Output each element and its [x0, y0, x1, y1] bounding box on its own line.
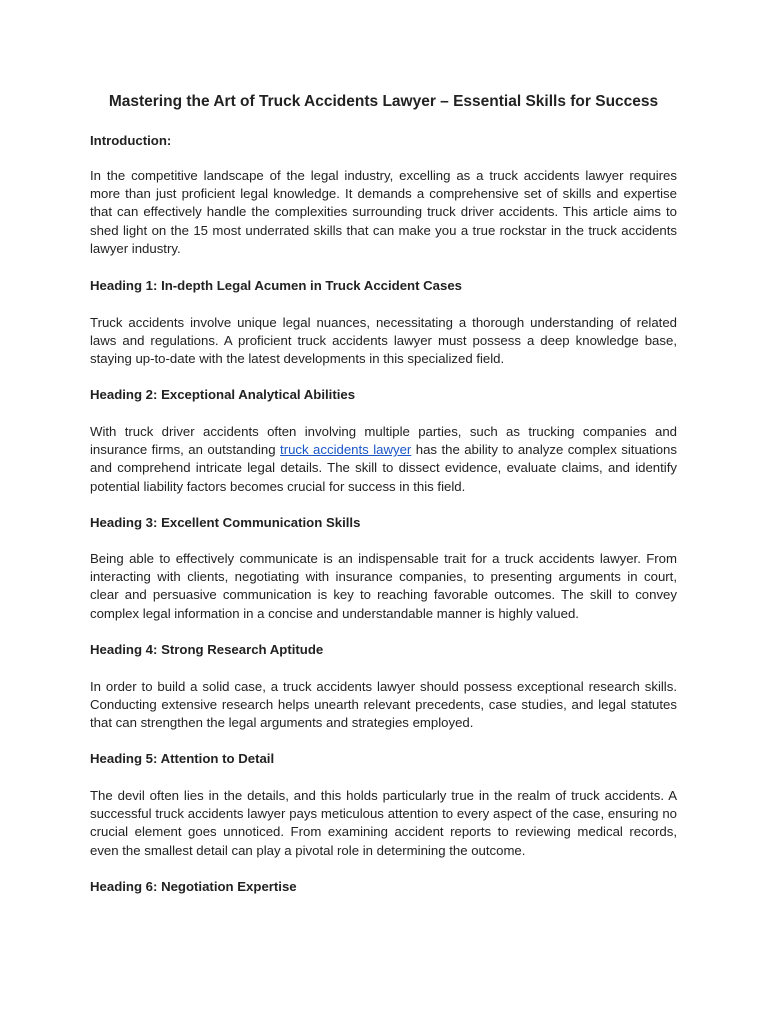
section-2-paragraph	[90, 423, 677, 496]
section-4-paragraph: In order to build a solid case, a truck accidents lawyer should possess exceptional research skills. Conducting extensive research helps unearth relevant precedents, case studies, and legal statutes that can strengthen the legal arguments and strategies employed.	[90, 679, 677, 731]
intro-paragraph: In the competitive landscape of the legal industry, excelling as a truck accidents lawyer requires more than just proficient legal knowledge. It demands a comprehensive set of skills and expertise that can effectively handle the complexities surrounding truck driver accidents. This article aims to shed light on the 15 most underrated skills that can make you a true rockstar in the truck accidents lawyer industry.	[90, 168, 677, 256]
section-2-heading: Heading 2: Exceptional Analytical Abilities	[90, 387, 356, 402]
section-1-heading: Heading 1: In-depth Legal Acumen in Truck Accident Cases	[90, 278, 463, 293]
section-3-heading: Heading 3: Excellent Communication Skills	[90, 515, 361, 530]
section-5-paragraph: The devil often lies in the details, and this holds particularly true in the realm of truck accidents. A successful truck accidents lawyer pays meticulous attention to every aspect of the case, ensuring no crucial element goes unnoticed. From examining accident reports to reviewing medical records, even the smallest detail can play a pivotal role in determining the outcome.	[90, 788, 677, 858]
section-5-heading: Heading 5: Attention to Detail	[90, 751, 275, 766]
section-6-heading: Heading 6: Negotiation Expertise	[90, 879, 297, 894]
intro-heading: Introduction:	[90, 133, 172, 148]
section-2-text-after-link: has the ability to analyze complex situations and comprehend intricate legal details. The skill to dissect evidence, evaluate claims, and identify potential liability factors becomes crucial for success in this field.	[90, 442, 677, 494]
section-3-paragraph: Being able to effectively communicate is an indispensable trait for a truck accidents lawyer. From interacting with clients, negotiating with insurance companies, to presenting arguments in court, clear and persuasive communication is key to reaching favorable outcomes. The skill to convey complex legal information in a concise and understandable manner is highly valued.	[90, 551, 677, 621]
section-4-heading: Heading 4: Strong Research Aptitude	[90, 642, 324, 657]
document-title: Mastering the Art of Truck Accidents Lawyer – Essential Skills for Success	[108, 93, 659, 110]
section-2-text-before-link: With truck driver accidents often involving multiple parties, such as trucking companies and insurance firms, an outstanding	[90, 424, 677, 458]
section-1-paragraph: Truck accidents involve unique legal nuances, necessitating a thorough understanding of related laws and regulations. A proficient truck accidents lawyer must possess a deep knowledge base, staying up-to-date with the latest developments in this specialized field.	[90, 315, 677, 367]
truck-accidents-lawyer-link[interactable]: truck accidents lawyer	[280, 442, 412, 458]
